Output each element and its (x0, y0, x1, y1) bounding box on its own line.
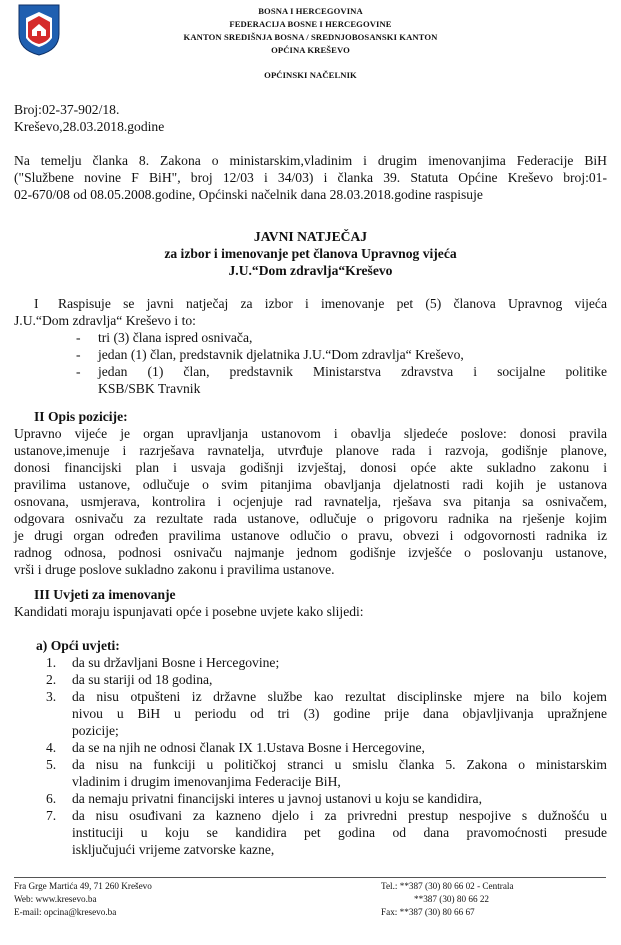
preamble-line: 02-670/08 od 08.05.2008.godine, Općinski načelnik dana 28.03.2018.godine raspisuje (14, 187, 483, 202)
document-subtitle: za izbor i imenovanje pet članova Upravnog vijeća (164, 246, 457, 261)
section-3-subheading: a) Opći uvjeti: (36, 638, 120, 653)
item-number: 6. (46, 791, 57, 806)
item-text: da nisu osuđivani za kazneno djelo i za privredni prestup nespojive s dužnošću u (72, 808, 607, 823)
footer-web[interactable]: Web: www.kresevo.ba (14, 894, 97, 904)
footer-fax: Fax: **387 (30) 80 66 67 (381, 907, 475, 917)
header-municipality: OPĆINA KREŠEVO (271, 45, 350, 55)
section-2-line: osnovana, usmjerava, kontrolira i ocjenjuje rad ravnatelja, rješava sva pitanja sa osnivačem, (14, 494, 607, 509)
footer-telephone-2: **387 (30) 80 66 22 (414, 894, 490, 904)
item-text: isključujući vrijeme zatvorske kazne, (72, 842, 275, 857)
document-subtitle-institution: J.U.“Dom zdravlja“Kreševo (228, 263, 393, 278)
section-2-line: je drugi organ određen pravilima ustanove odlučio o pravu, obvezi i odgovornosti radnika iz (14, 528, 607, 543)
item-text: instituciji u koju se kandidira pet godina od dana pravomoćnosti presude (72, 825, 607, 840)
item-number: 3. (46, 689, 57, 704)
section-2-line: Upravno vijeće je organ upravljanja ustanovom i obavlja sljedeće poslove: donosi pravila (14, 426, 607, 441)
item-number: 7. (46, 808, 57, 823)
item-text: nivou u BiH u periodu od tri (3) godine prije dana objavljivanja upražnjene (72, 706, 607, 721)
section-1-bullet: jedan (1) član, predstavnik Ministarstva zdravstva i socijalne politike (98, 364, 607, 379)
section-1-bullet: tri (3) člana ispred osnivača, (98, 330, 253, 345)
section-1-text: J.U.“Dom zdravlja“ Kreševo i to: (14, 313, 196, 328)
preamble-line: ("Službene novine F BiH", broj 12/03 i 34/03) i članka 39. Statuta Općine Kreševo broj:01- (14, 170, 607, 185)
preamble-line: Na temelju članka 8. Zakona o ministarskim,vladinim i drugim imenovanjima Federacije BiH (14, 153, 607, 168)
section-2-line: odgovara osnivaču za rezultate rada ustanove, odlučuje o prigovoru radnika na rješenje kojim (14, 511, 607, 526)
item-number: 5. (46, 757, 57, 772)
header-office: OPĆINSKI NAČELNIK (264, 70, 357, 80)
section-2-line: donosi financijski plan i usvaja godišnji izvještaj, donosi opće akte sukladno zakonu i (14, 460, 607, 475)
section-1-numeral: I (34, 296, 39, 311)
footer-divider (14, 877, 606, 878)
item-text: da nisu na funkciji u političkoj stranci u smislu članka 5. Zakona o ministarskim (72, 757, 607, 772)
item-number: 1. (46, 655, 57, 670)
header-federation: FEDERACIJA BOSNE I HERCEGOVINE (229, 19, 392, 29)
item-number: 2. (46, 672, 57, 687)
footer-email[interactable]: E-mail: opcina@kresevo.ba (14, 907, 117, 917)
item-text: vladinim i drugim imenovanjima Federacije BiH, (72, 774, 341, 789)
section-3-intro: Kandidati moraju ispunjavati opće i posebne uvjete kako slijedi: (14, 604, 364, 619)
section-2-line: pravilima ustanove, odlučuje o svim pitanjima obavljanja djelatnosti radi kojih je ustanova (14, 477, 607, 492)
item-text: da su državljani Bosne i Hercegovine; (72, 655, 280, 670)
document-title: JAVNI NATJEČAJ (253, 229, 368, 244)
bullet-dash: - (76, 330, 81, 345)
section-2-line: vrši i druge poslove sukladno zakonu i pravilima ustanove. (14, 562, 335, 577)
document-number: Broj:02-37-902/18. (14, 102, 120, 117)
section-1-bullet-continued: KSB/SBK Travnik (98, 381, 201, 396)
item-number: 4. (46, 740, 57, 755)
item-text: da se na njih ne odnosi članak IX 1.Ustava Bosne i Hercegovine, (72, 740, 425, 755)
header-canton: KANTON SREDIŠNJA BOSNA / SREDNJOBOSANSKI KANTON (183, 32, 438, 42)
section-1-text: Raspisuje se javni natječaj za izbor i imenovanje pet (5) članova Upravnog vijeća (58, 296, 607, 311)
section-2-line: ustanove,imenuje i razrješava ravnatelja, utvrđuje planove rada i razvoja, godišnje planove, (14, 443, 607, 458)
document-place-date: Kreševo,28.03.2018.godine (14, 119, 165, 134)
section-2-line: radnog odnosa, podnosi osnivaču najmanje jednom godišnje izvješće o poslovanju ustanove, (14, 545, 607, 560)
bullet-dash: - (76, 347, 81, 362)
section-2-heading: II Opis pozicije: (34, 409, 128, 424)
footer-address: Fra Grge Martića 49, 71 260 Kreševo (14, 881, 152, 891)
header-country: BOSNA I HERCEGOVINA (258, 6, 363, 16)
item-text: da su stariji od 18 godina, (72, 672, 213, 687)
item-text: da nemaju privatni financijski interes u javnoj ustanovi u koju se kandidira, (72, 791, 482, 806)
item-text: da nisu otpušteni iz državne službe kao rezultat disciplinske mjere na bilo kojem (72, 689, 607, 704)
bullet-dash: - (76, 364, 81, 379)
section-3-heading: III Uvjeti za imenovanje (34, 587, 176, 602)
section-1-bullet: jedan (1) član, predstavnik djelatnika J.U.“Dom zdravlja“ Kreševo, (98, 347, 464, 362)
footer-telephone: Tel.: **387 (30) 80 66 02 - Centrala (381, 881, 514, 891)
item-text: pozicije; (72, 723, 119, 738)
